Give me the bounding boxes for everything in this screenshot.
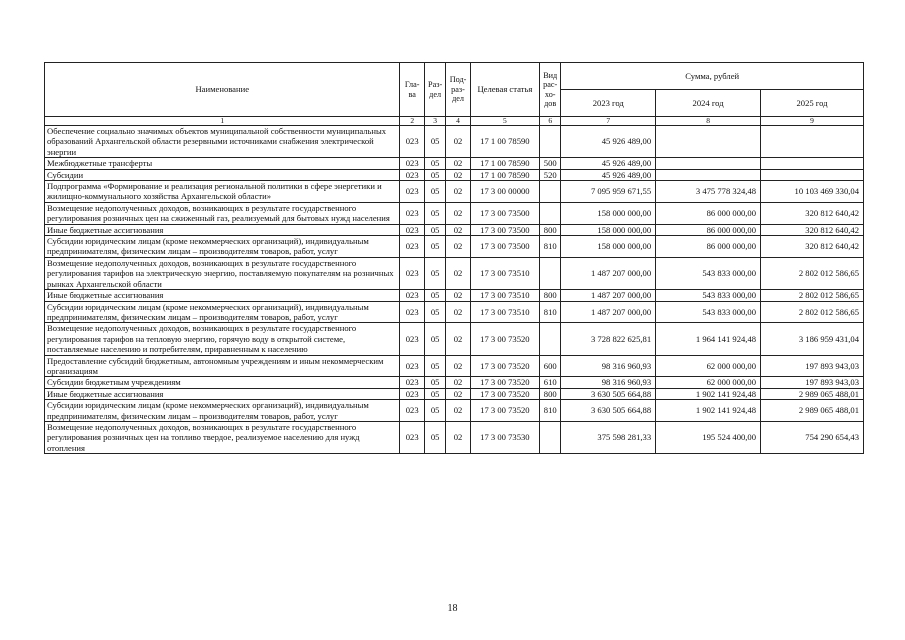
row-subsection-cell: 02 xyxy=(446,355,470,377)
table-row xyxy=(45,202,864,224)
row-2023-cell: 3 630 505 664,88 xyxy=(561,400,656,422)
row-subsection-cell: 02 xyxy=(446,158,470,169)
row-2025-cell: 10 103 469 330,04 xyxy=(761,181,864,203)
row-2023-cell: 375 598 281,33 xyxy=(561,421,656,453)
row-2025-cell: 2 802 012 586,65 xyxy=(761,257,864,289)
row-subsection-cell: 02 xyxy=(446,301,470,323)
row-2025-cell: 754 290 654,43 xyxy=(761,421,864,453)
header-section: Раз-дел xyxy=(424,63,445,117)
column-number: 1 xyxy=(45,117,400,126)
row-2025-cell: 320 812 640,42 xyxy=(761,236,864,258)
row-expense-type-cell: 810 xyxy=(540,400,561,422)
row-section-cell: 05 xyxy=(424,257,445,289)
row-chapter-cell: 023 xyxy=(400,236,424,258)
row-section-cell: 05 xyxy=(424,224,445,235)
row-2025-cell: 320 812 640,42 xyxy=(761,202,864,224)
row-name-cell: Обеспечение социально значимых объектов муниципальной собственности муниципальных образований Архангельской области резервными источниками снабжения электрической энергии xyxy=(45,126,400,158)
header-expense-type: Вид рас-хо-дов xyxy=(540,63,561,117)
column-number: 4 xyxy=(446,117,470,126)
row-expense-type-cell: 600 xyxy=(540,355,561,377)
row-section-cell: 05 xyxy=(424,421,445,453)
row-section-cell: 05 xyxy=(424,301,445,323)
header-name: Наименование xyxy=(45,63,400,117)
row-chapter-cell: 023 xyxy=(400,224,424,235)
row-2025-cell: 320 812 640,42 xyxy=(761,224,864,235)
row-target-cell: 17 3 00 73500 xyxy=(470,224,539,235)
row-name-cell: Субсидии юридическим лицам (кроме некоммерческих организаций), индивидуальным предпринимателям, физическим лицам – производителям товаров, работ, услуг xyxy=(45,400,400,422)
row-subsection-cell: 02 xyxy=(446,323,470,355)
row-chapter-cell: 023 xyxy=(400,257,424,289)
row-section-cell: 05 xyxy=(424,126,445,158)
row-expense-type-cell: 810 xyxy=(540,301,561,323)
row-2025-cell xyxy=(761,126,864,158)
header-2025: 2025 год xyxy=(761,90,864,117)
column-number: 5 xyxy=(470,117,539,126)
row-2023-cell: 98 316 960,93 xyxy=(561,355,656,377)
row-2024-cell: 62 000 000,00 xyxy=(656,377,761,388)
column-number-row xyxy=(45,117,864,126)
table-row xyxy=(45,158,864,169)
row-subsection-cell: 02 xyxy=(446,236,470,258)
row-name-cell: Возмещение недополученных доходов, возникающих в результате государственного регулирования розничных цен на сжиженный газ, реализуемый для бытовых нужд населения xyxy=(45,202,400,224)
row-name-cell: Возмещение недополученных доходов, возникающих в результате государственного регулирования розничных цен на топливо твердое, реализуемое населению для нужд отопления xyxy=(45,421,400,453)
row-chapter-cell: 023 xyxy=(400,126,424,158)
row-2024-cell: 543 833 000,00 xyxy=(656,301,761,323)
row-chapter-cell: 023 xyxy=(400,181,424,203)
row-subsection-cell: 02 xyxy=(446,202,470,224)
row-2024-cell xyxy=(656,169,761,180)
row-section-cell: 05 xyxy=(424,181,445,203)
row-expense-type-cell: 800 xyxy=(540,224,561,235)
row-2024-cell: 1 902 141 924,48 xyxy=(656,388,761,399)
row-expense-type-cell xyxy=(540,202,561,224)
row-name-cell: Возмещение недополученных доходов, возникающих в результате государственного регулирования тарифов на тепловую энергию, горячую воду в открытой системе, поставляемые населению и потребителям, приравненным к населению xyxy=(45,323,400,355)
row-chapter-cell: 023 xyxy=(400,421,424,453)
row-name-cell: Иные бюджетные ассигнования xyxy=(45,388,400,399)
column-number: 7 xyxy=(561,117,656,126)
row-name-cell: Субсидии юридическим лицам (кроме некоммерческих организаций), индивидуальным предпринимателям, физическим лицам – производителям товаров, работ, услуг xyxy=(45,236,400,258)
row-name-cell: Предоставление субсидий бюджетным, автономным учреждениям и иным некоммерческим организациям xyxy=(45,355,400,377)
row-target-cell: 17 3 00 73520 xyxy=(470,388,539,399)
row-section-cell: 05 xyxy=(424,377,445,388)
row-2024-cell: 543 833 000,00 xyxy=(656,257,761,289)
row-2024-cell xyxy=(656,158,761,169)
row-chapter-cell: 023 xyxy=(400,377,424,388)
row-target-cell: 17 3 00 73500 xyxy=(470,202,539,224)
row-chapter-cell: 023 xyxy=(400,388,424,399)
row-chapter-cell: 023 xyxy=(400,400,424,422)
header-sum: Сумма, рублей xyxy=(561,63,864,90)
header-target: Целевая статья xyxy=(470,63,539,117)
table-row xyxy=(45,224,864,235)
row-section-cell: 05 xyxy=(424,169,445,180)
row-expense-type-cell: 800 xyxy=(540,388,561,399)
row-2024-cell xyxy=(656,126,761,158)
row-2023-cell: 1 487 207 000,00 xyxy=(561,257,656,289)
table-row xyxy=(45,257,864,289)
row-2023-cell: 45 926 489,00 xyxy=(561,126,656,158)
row-target-cell: 17 3 00 73520 xyxy=(470,323,539,355)
column-number: 8 xyxy=(656,117,761,126)
table-row xyxy=(45,421,864,453)
header-subsection: Под-раз-дел xyxy=(446,63,470,117)
row-target-cell: 17 3 00 73510 xyxy=(470,290,539,301)
row-2025-cell: 197 893 943,03 xyxy=(761,355,864,377)
row-section-cell: 05 xyxy=(424,236,445,258)
row-target-cell: 17 3 00 73500 xyxy=(470,236,539,258)
row-section-cell: 05 xyxy=(424,400,445,422)
header-chapter: Гла-ва xyxy=(400,63,424,117)
row-subsection-cell: 02 xyxy=(446,169,470,180)
row-expense-type-cell: 610 xyxy=(540,377,561,388)
row-expense-type-cell xyxy=(540,181,561,203)
row-chapter-cell: 023 xyxy=(400,355,424,377)
row-2024-cell: 543 833 000,00 xyxy=(656,290,761,301)
row-2024-cell: 86 000 000,00 xyxy=(656,202,761,224)
row-2025-cell: 2 802 012 586,65 xyxy=(761,290,864,301)
row-name-cell: Иные бюджетные ассигнования xyxy=(45,290,400,301)
table-row xyxy=(45,169,864,180)
row-2024-cell: 86 000 000,00 xyxy=(656,236,761,258)
budget-table xyxy=(44,62,864,454)
row-2025-cell: 197 893 943,03 xyxy=(761,377,864,388)
row-2023-cell: 98 316 960,93 xyxy=(561,377,656,388)
row-2023-cell: 3 728 822 625,81 xyxy=(561,323,656,355)
table-row xyxy=(45,301,864,323)
budget-table-sheet xyxy=(44,62,864,454)
row-name-cell: Субсидии бюджетным учреждениям xyxy=(45,377,400,388)
row-expense-type-cell xyxy=(540,421,561,453)
row-subsection-cell: 02 xyxy=(446,126,470,158)
row-2024-cell: 62 000 000,00 xyxy=(656,355,761,377)
row-target-cell: 17 3 00 73520 xyxy=(470,355,539,377)
row-target-cell: 17 3 00 73510 xyxy=(470,257,539,289)
row-2023-cell: 3 630 505 664,88 xyxy=(561,388,656,399)
row-2025-cell: 2 989 065 488,01 xyxy=(761,400,864,422)
row-expense-type-cell: 800 xyxy=(540,290,561,301)
row-expense-type-cell: 810 xyxy=(540,236,561,258)
header-2023: 2023 год xyxy=(561,90,656,117)
row-section-cell: 05 xyxy=(424,388,445,399)
row-2023-cell: 158 000 000,00 xyxy=(561,224,656,235)
table-row xyxy=(45,377,864,388)
row-2025-cell xyxy=(761,169,864,180)
row-2024-cell: 1 964 141 924,48 xyxy=(656,323,761,355)
row-subsection-cell: 02 xyxy=(446,257,470,289)
table-row xyxy=(45,236,864,258)
row-2023-cell: 158 000 000,00 xyxy=(561,202,656,224)
row-expense-type-cell xyxy=(540,323,561,355)
row-chapter-cell: 023 xyxy=(400,301,424,323)
row-name-cell: Подпрограмма «Формирование и реализация региональной политики в сфере энергетики и жилищно-коммунального хозяйства Архангельской области» xyxy=(45,181,400,203)
table-row xyxy=(45,126,864,158)
header-2024: 2024 год xyxy=(656,90,761,117)
row-chapter-cell: 023 xyxy=(400,290,424,301)
row-target-cell: 17 1 00 78590 xyxy=(470,158,539,169)
table-row xyxy=(45,323,864,355)
row-chapter-cell: 023 xyxy=(400,323,424,355)
row-name-cell: Субсидии xyxy=(45,169,400,180)
column-number: 3 xyxy=(424,117,445,126)
row-chapter-cell: 023 xyxy=(400,202,424,224)
row-name-cell: Возмещение недополученных доходов, возникающих в результате государственного регулирования тарифов на электрическую энергию, поставляемую покупателям на розничных рынках Архангельской области xyxy=(45,257,400,289)
row-chapter-cell: 023 xyxy=(400,158,424,169)
row-2023-cell: 1 487 207 000,00 xyxy=(561,290,656,301)
page-number: 18 xyxy=(447,603,458,614)
row-subsection-cell: 02 xyxy=(446,290,470,301)
row-subsection-cell: 02 xyxy=(446,181,470,203)
table-row xyxy=(45,355,864,377)
row-2023-cell: 158 000 000,00 xyxy=(561,236,656,258)
row-name-cell: Субсидии юридическим лицам (кроме некоммерческих организаций), индивидуальным предпринимателям, физическим лицам – производителям товаров, работ, услуг xyxy=(45,301,400,323)
row-target-cell: 17 3 00 73520 xyxy=(470,400,539,422)
row-section-cell: 05 xyxy=(424,202,445,224)
row-2024-cell: 86 000 000,00 xyxy=(656,224,761,235)
row-2023-cell: 45 926 489,00 xyxy=(561,158,656,169)
row-target-cell: 17 1 00 78590 xyxy=(470,169,539,180)
row-name-cell: Иные бюджетные ассигнования xyxy=(45,224,400,235)
row-section-cell: 05 xyxy=(424,290,445,301)
row-2023-cell: 1 487 207 000,00 xyxy=(561,301,656,323)
row-target-cell: 17 3 00 73520 xyxy=(470,377,539,388)
row-expense-type-cell xyxy=(540,257,561,289)
row-2024-cell: 195 524 400,00 xyxy=(656,421,761,453)
table-row xyxy=(45,388,864,399)
row-expense-type-cell: 500 xyxy=(540,158,561,169)
column-number: 2 xyxy=(400,117,424,126)
row-target-cell: 17 1 00 78590 xyxy=(470,126,539,158)
row-subsection-cell: 02 xyxy=(446,400,470,422)
row-2023-cell: 7 095 959 671,55 xyxy=(561,181,656,203)
table-row xyxy=(45,400,864,422)
row-chapter-cell: 023 xyxy=(400,169,424,180)
row-name-cell: Межбюджетные трансферты xyxy=(45,158,400,169)
row-expense-type-cell xyxy=(540,126,561,158)
table-row xyxy=(45,181,864,203)
row-subsection-cell: 02 xyxy=(446,388,470,399)
row-target-cell: 17 3 00 73510 xyxy=(470,301,539,323)
row-section-cell: 05 xyxy=(424,323,445,355)
row-subsection-cell: 02 xyxy=(446,224,470,235)
row-2025-cell: 3 186 959 431,04 xyxy=(761,323,864,355)
table-row xyxy=(45,290,864,301)
row-target-cell: 17 3 00 00000 xyxy=(470,181,539,203)
row-2024-cell: 3 475 778 324,48 xyxy=(656,181,761,203)
row-expense-type-cell: 520 xyxy=(540,169,561,180)
row-target-cell: 17 3 00 73530 xyxy=(470,421,539,453)
row-2025-cell: 2 802 012 586,65 xyxy=(761,301,864,323)
row-2024-cell: 1 902 141 924,48 xyxy=(656,400,761,422)
row-2025-cell: 2 989 065 488,01 xyxy=(761,388,864,399)
row-section-cell: 05 xyxy=(424,355,445,377)
column-number: 6 xyxy=(540,117,561,126)
row-2025-cell xyxy=(761,158,864,169)
column-number: 9 xyxy=(761,117,864,126)
row-subsection-cell: 02 xyxy=(446,377,470,388)
row-2023-cell: 45 926 489,00 xyxy=(561,169,656,180)
row-subsection-cell: 02 xyxy=(446,421,470,453)
row-section-cell: 05 xyxy=(424,158,445,169)
